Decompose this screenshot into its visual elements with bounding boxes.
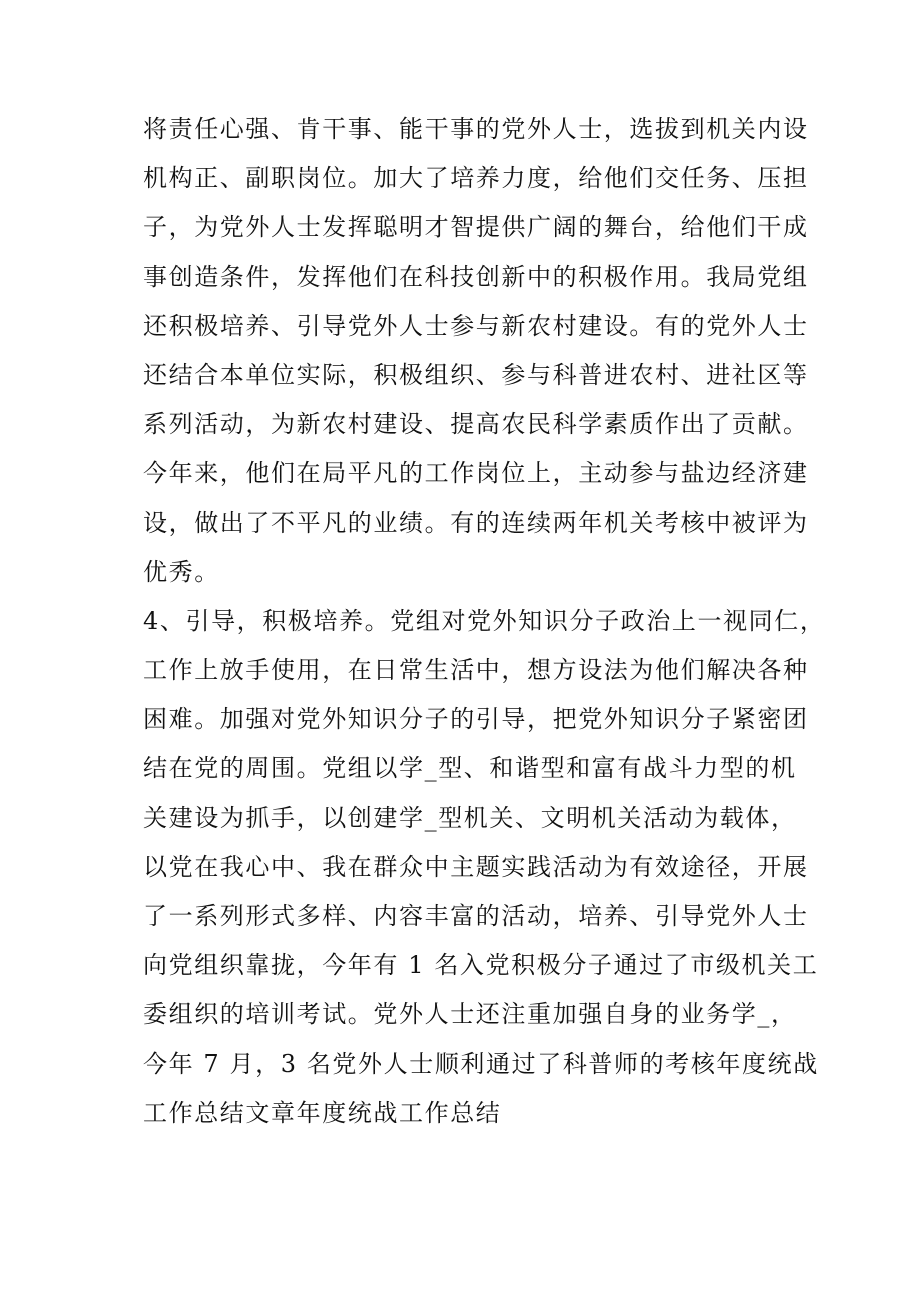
text-line: 还积极培养、引导党外人士参与新农村建设。有的党外人士 xyxy=(143,311,809,340)
text-line: 今年来，他们在局平凡的工作岗位上，主动参与盐边经济建 xyxy=(143,459,809,488)
text-line: 了一系列形式多样、内容丰富的活动，培养、引导党外人士 xyxy=(143,902,809,930)
text-line: 关建设为抓手，以创建学_型机关、文明机关活动为载体， xyxy=(143,803,797,832)
text-line: 还结合本单位实际，积极组织、参与科普进农村、进社区等 xyxy=(143,360,809,389)
text-line: 机构正、副职岗位。加大了培养力度，给他们交任务、压担 xyxy=(143,164,809,193)
text-line: 困难。加强对党外知识分子的引导，把党外知识分子紧密团 xyxy=(143,705,809,734)
body-text xyxy=(143,105,826,1138)
text-line: 优秀。 xyxy=(143,557,220,586)
text-line: 将责任心强、肯干事、能干事的党外人士，选拔到机关内设 xyxy=(143,115,809,143)
text-line: 以党在我心中、我在群众中主题实践活动为有效途径，开展 xyxy=(143,852,809,881)
text-line: 工作总结文章年度统战工作总结 xyxy=(143,1098,502,1127)
text-line: 向党组织靠拢，今年有 1 名入党积极分子通过了市级机关工 xyxy=(143,951,819,980)
text-line: 工作上放手使用，在日常生活中，想方设法为他们解决各种 xyxy=(143,656,809,685)
text-line: 结在党的周围。党组以学_型、和谐型和富有战斗力型的机 xyxy=(143,754,797,783)
text-line: 子，为党外人士发挥聪明才智提供广阔的舞台，给他们干成 xyxy=(143,213,809,242)
text-line: 设，做出了不平凡的业绩。有的连续两年机关考核中被评为 xyxy=(143,508,809,537)
text-line: 事创造条件，发挥他们在科技创新中的积极作用。我局党组 xyxy=(143,262,809,291)
text-line: 委组织的培训考试。党外人士还注重加强自身的业务学_， xyxy=(143,1000,797,1029)
text-line: 今年 7 月，3 名党外人士顺利通过了科普师的考核年度统战 xyxy=(143,1049,819,1078)
text-line: 4、引导，积极培养。党组对党外知识分子政治上一视同仁， xyxy=(143,606,826,635)
text-line: 系列活动，为新农村建设、提高农民科学素质作出了贡献。 xyxy=(143,410,809,439)
